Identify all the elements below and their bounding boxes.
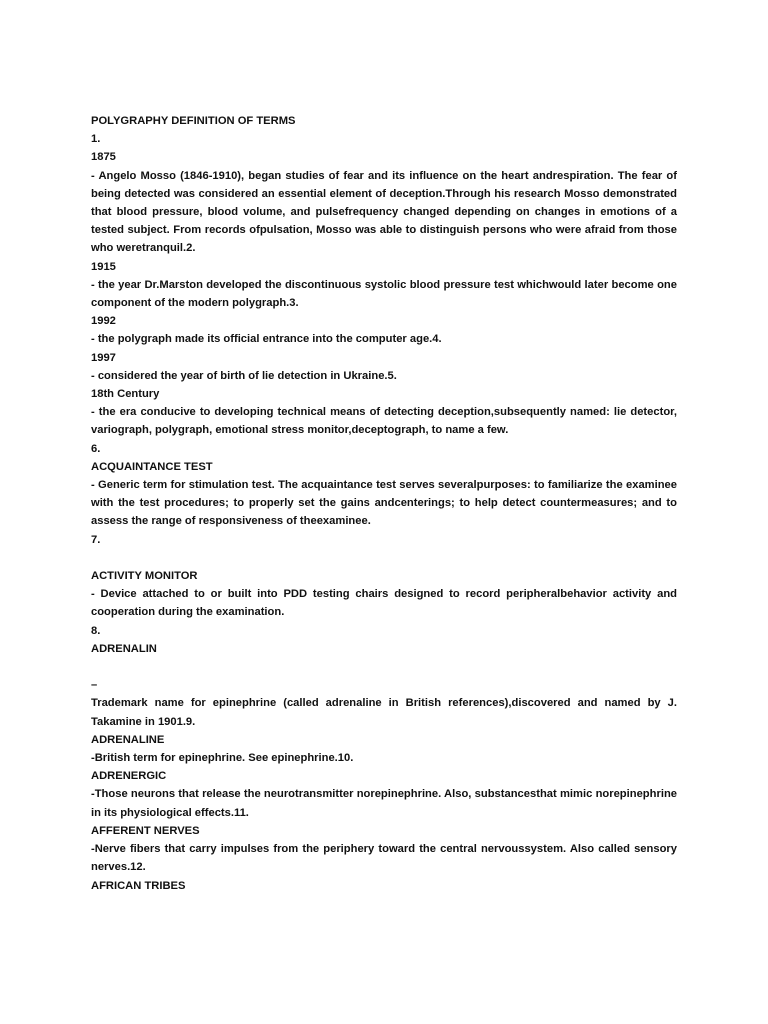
entry-term: 18th Century: [91, 388, 160, 401]
entry-number: 6.: [91, 442, 101, 455]
entry-definition: - considered the year of birth of lie detection in Ukraine.5.: [91, 369, 397, 382]
entry-term: ADRENERGIC: [91, 770, 167, 783]
entry-definition: -Nerve fibers that carry impulses from the periphery toward the central nervoussystem. Also called sensory nerves.12.: [91, 843, 677, 874]
entry-definition: -British term for epinephrine. See epinephrine.10.: [91, 752, 354, 765]
entry-definition: - Angelo Mosso (1846-1910), began studies of fear and its influence on the heart andrespiration. The fear of being detected was considered an essential element of deception.Through his research Mosso demonstrated that blood pressure, blood volume, and pulsefrequency changed depending on changes in emotions of a tested subject. From records ofpulsation, Mosso was able to distinguish persons who were afraid from those who weretranquil.2.: [91, 169, 677, 255]
entry-definition: - the era conducive to developing technical means of detecting deception,subsequently named: lie detector, variograph, polygraph, emotional stress monitor,deceptograph, to name a few.: [91, 406, 677, 437]
entry-term: 1875: [91, 151, 116, 164]
entry-dash: –: [91, 679, 98, 692]
entry-definition: Trademark name for epinephrine (called adrenaline in British references),discovered and named by J. Takamine in 1901.9.: [91, 697, 677, 728]
entry-term: AFRICAN TRIBES: [91, 879, 186, 892]
entry-term: ADRENALINE: [91, 733, 165, 746]
blank-line: [91, 549, 677, 567]
entry-number: 1.: [91, 133, 101, 146]
entry-definition: - the polygraph made its official entrance into the computer age.4.: [91, 333, 442, 346]
entry-number: 8.: [91, 624, 101, 637]
document-page: [91, 112, 677, 895]
entry-term: 1992: [91, 315, 116, 328]
entry-term: 1997: [91, 351, 116, 364]
entry-number: 7.: [91, 533, 101, 546]
entry-definition: -Those neurons that release the neurotransmitter norepinephrine. Also, substancesthat mimic norepinephrine in its physiological effects.11.: [91, 788, 677, 819]
entry-definition: - Device attached to or built into PDD testing chairs designed to record peripheralbehavior activity and cooperation during the examination.: [91, 588, 677, 619]
entry-term: AFFERENT NERVES: [91, 824, 200, 837]
blank-line: [91, 658, 677, 676]
entry-term: ACQUAINTANCE TEST: [91, 460, 213, 473]
entry-definition: - the year Dr.Marston developed the discontinuous systolic blood pressure test whichwould later become one component of the modern polygraph.3.: [91, 278, 677, 310]
entry-term: 1915: [91, 260, 116, 273]
entry-definition: - Generic term for stimulation test. The acquaintance test serves severalpurposes: to familiarize the examinee with the test procedures; to properly set the gains andcenterings; to help detect countermeasures; and to assess the range of responsiveness of theexaminee.: [91, 479, 677, 528]
document-title: POLYGRAPHY DEFINITION OF TERMS: [91, 115, 296, 127]
entry-term: ACTIVITY MONITOR: [91, 570, 198, 583]
entry-term: ADRENALIN: [91, 642, 157, 655]
